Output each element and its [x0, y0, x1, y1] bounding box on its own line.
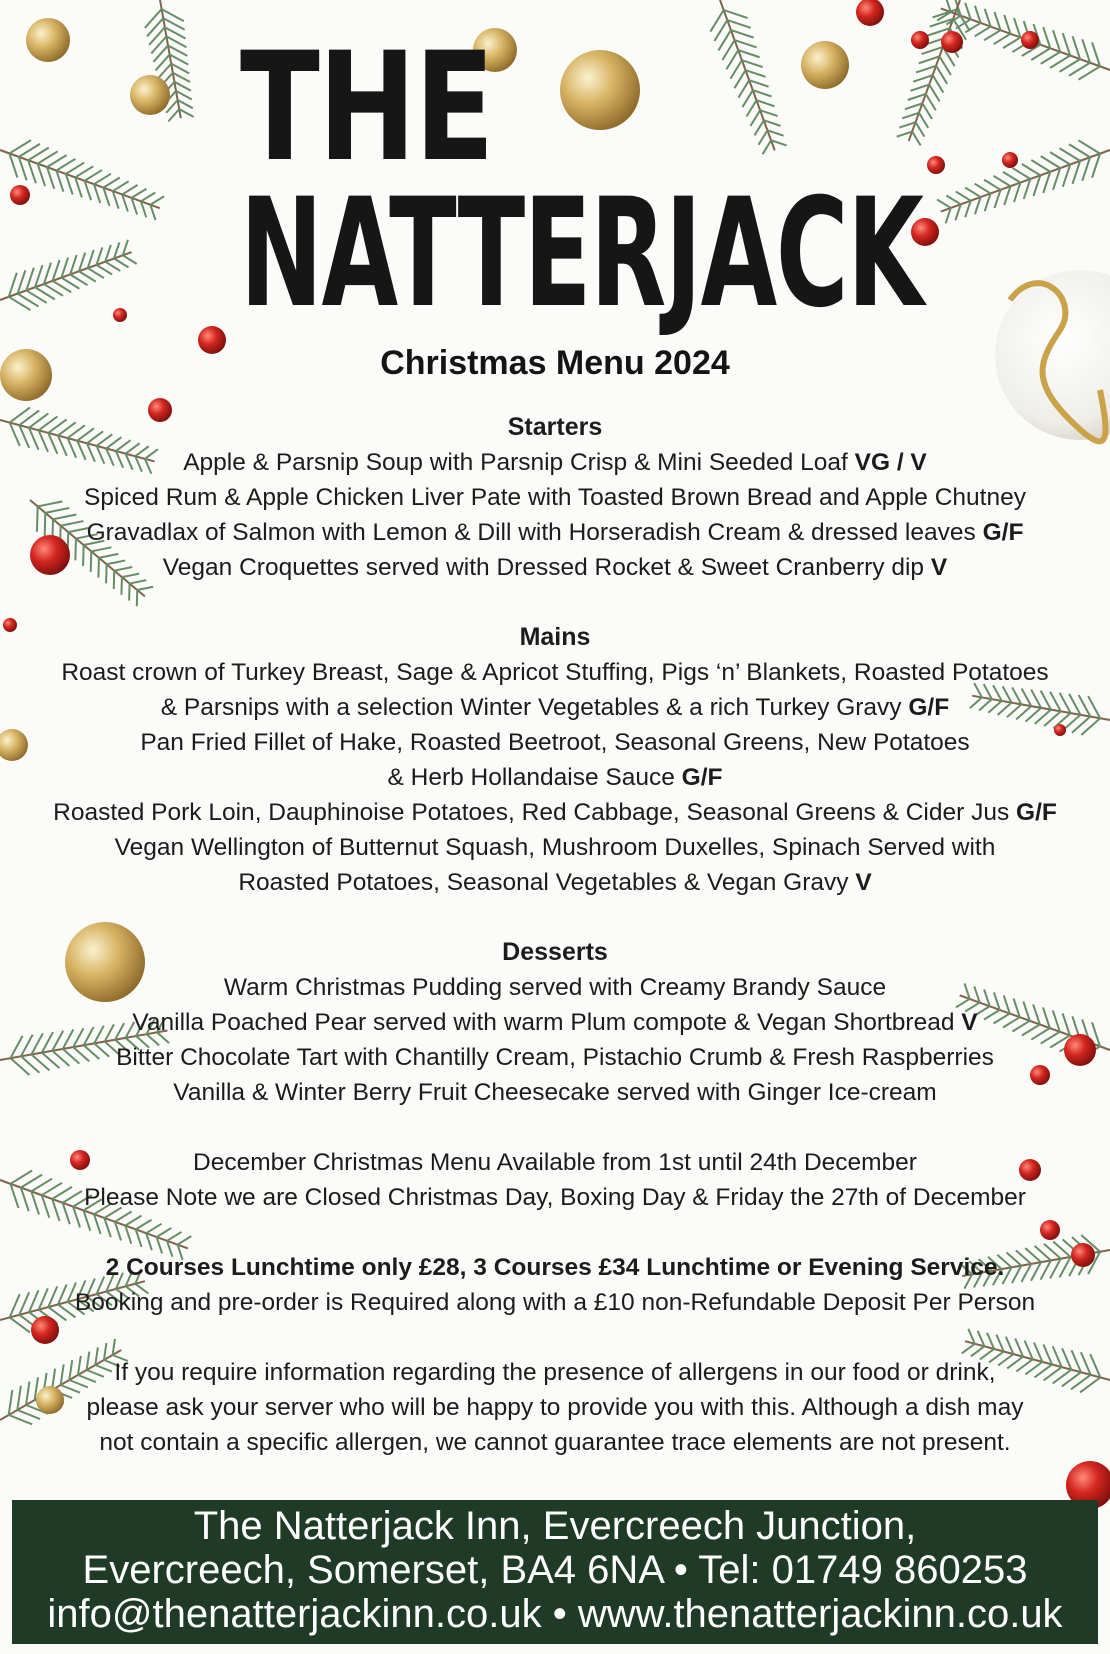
dietary-tag: G/F: [982, 519, 1024, 546]
footer-address-line: The Natterjack Inn, Evercreech Junction,: [193, 1504, 917, 1548]
contact-footer: [12, 1500, 1098, 1644]
closure-notice: Please Note we are Closed Christmas Day, Boxing Day & Friday the 27th of December: [84, 1184, 1026, 1211]
starters-heading: Starters: [507, 413, 603, 441]
dessert-item: [0, 970, 1110, 1005]
dessert-text: Vanilla Poached Pear served with warm Plum compote & Vegan Shortbread: [132, 1009, 955, 1036]
booking-line: Booking and pre-order is Required along with a £10 non-Refundable Deposit Per Person: [74, 1289, 1036, 1316]
main-line: [0, 795, 1110, 830]
dessert-item: [0, 1005, 1110, 1040]
natterjack-logo: [240, 21, 923, 341]
starter-item: [0, 550, 1110, 585]
allergen-notice-line: please ask your server who will be happy to provide you with this. Although a dish may: [86, 1394, 1024, 1421]
main-text: Roasted Potatoes, Seasonal Vegetables & Vegan Gravy: [238, 869, 849, 896]
dietary-tag: G/F: [1016, 799, 1057, 826]
main-line: [0, 830, 1110, 865]
dietary-tag: VG / V: [854, 449, 927, 476]
starter-text: Vegan Croquettes served with Dressed Rocket & Sweet Cranberry dip: [162, 554, 925, 581]
main-line: [0, 690, 1110, 725]
main-line: [0, 725, 1110, 760]
starter-text: Gravadlax of Salmon with Lemon & Dill with Horseradish Cream & dressed leaves: [86, 519, 976, 546]
starter-item: [0, 515, 1110, 550]
logo-line-the: THE: [240, 21, 493, 195]
main-line: [0, 655, 1110, 690]
starter-item: [0, 480, 1110, 515]
dessert-text: Vanilla & Winter Berry Fruit Cheesecake served with Ginger Ice-cream: [173, 1079, 937, 1106]
dietary-tag: G/F: [681, 764, 723, 791]
main-line: [0, 865, 1110, 900]
main-text: Vegan Wellington of Butternut Squash, Mushroom Duxelles, Spinach Served with: [114, 834, 996, 861]
availability-line: December Christmas Menu Available from 1st until 24th December: [193, 1149, 917, 1176]
main-text: & Herb Hollandaise Sauce: [387, 764, 675, 791]
mains-heading: Mains: [519, 623, 591, 651]
starter-text: Spiced Rum & Apple Chicken Liver Pate with Toasted Brown Bread and Apple Chutney: [84, 484, 1026, 511]
desserts-heading: Desserts: [502, 938, 608, 966]
starter-item: [0, 445, 1110, 480]
dessert-text: Warm Christmas Pudding served with Creamy Brandy Sauce: [223, 974, 887, 1001]
main-text: Roast crown of Turkey Breast, Sage & Apricot Stuffing, Pigs ‘n’ Blankets, Roasted Potatoes: [61, 659, 1049, 686]
menu-body: [0, 410, 1110, 1460]
starter-text: Apple & Parsnip Soup with Parsnip Crisp & Mini Seeded Loaf: [183, 449, 848, 476]
logo-line-natterjack: NATTERJACK: [240, 167, 923, 341]
pricing-line: 2 Courses Lunchtime only £28, 3 Courses £34 Lunchtime or Evening Service.: [105, 1254, 1005, 1281]
dietary-tag: V: [855, 869, 872, 896]
dietary-tag: V: [961, 1009, 978, 1036]
dessert-text: Bitter Chocolate Tart with Chantilly Cream, Pistachio Crumb & Fresh Raspberries: [116, 1044, 994, 1071]
dessert-item: [0, 1040, 1110, 1075]
main-text: Pan Fried Fillet of Hake, Roasted Beetroot, Seasonal Greens, New Potatoes: [140, 729, 970, 756]
footer-email-website: info@thenatterjackinn.co.uk • www.thenatterjackinn.co.uk: [47, 1592, 1063, 1636]
main-text: & Parsnips with a selection Winter Vegetables & a rich Turkey Gravy: [160, 694, 902, 721]
dietary-tag: V: [930, 554, 948, 581]
allergen-notice-line: not contain a specific allergen, we cannot guarantee trace elements are not present.: [99, 1429, 1011, 1456]
allergen-notice-line: If you require information regarding the presence of allergens in our food or drink,: [114, 1359, 996, 1386]
footer-address-phone: Evercreech, Somerset, BA4 6NA • Tel: 01749 860253: [82, 1548, 1028, 1592]
dietary-tag: G/F: [908, 694, 950, 721]
dessert-item: [0, 1075, 1110, 1110]
menu-title: Christmas Menu 2024: [380, 344, 730, 382]
main-text: Roasted Pork Loin, Dauphinoise Potatoes, Red Cabbage, Seasonal Greens & Cider Jus: [53, 799, 1010, 826]
main-line: [0, 760, 1110, 795]
